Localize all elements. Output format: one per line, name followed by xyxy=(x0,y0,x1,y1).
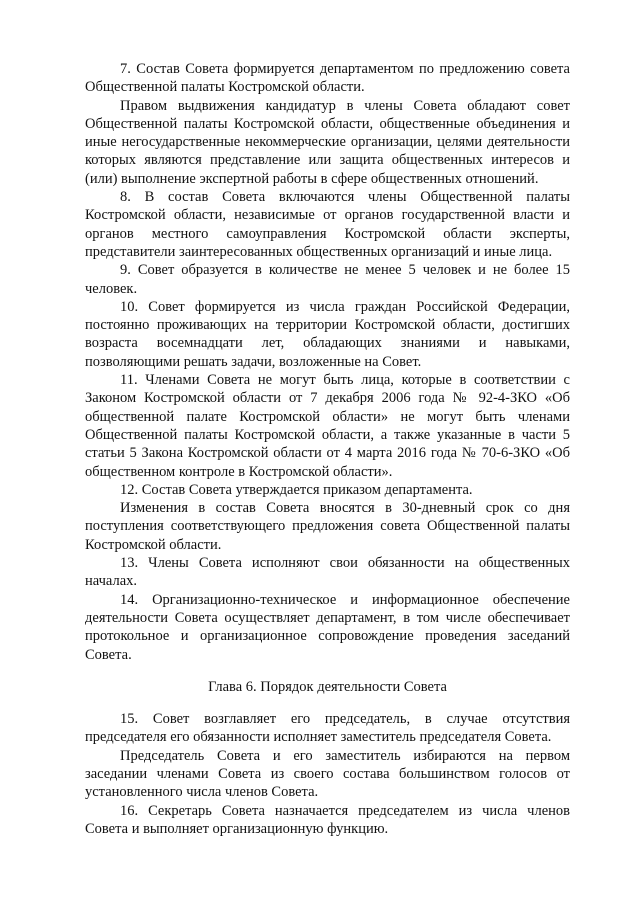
paragraph-16: 16. Секретарь Совета назначается председателем из числа членов Совета и выполняет организационную функцию. xyxy=(85,802,570,837)
paragraph-12: 12. Состав Совета утверждается приказом департамента. xyxy=(120,481,473,498)
chapter-heading: Глава 6. Порядок деятельности Совета xyxy=(208,678,447,695)
paragraph-8: 8. В состав Совета включаются члены Общественной палаты Костромской области, независимые от органов государственной власти и органов местного самоуправления Костромской области эксперты, представители заинтересованных общественных организаций и иные лица. xyxy=(85,189,570,260)
paragraph-nomination-right: Правом выдвижения кандидатур в члены Совета обладают совет Общественной палаты Костромской области, общественные объединения и иные негосударственные некоммерческие организации, целями деятельности которых являются представление или защита общественных интересов и (или) выполнение экспертной работы в сфере общественных отношений. xyxy=(85,97,570,187)
paragraph-chair-election: Председатель Совета и его заместитель избираются на первом заседании членами Совета из своего состава большинством голосов от установленного числа членов Совета. xyxy=(85,747,570,801)
paragraph-composition-changes: Изменения в состав Совета вносятся в 30-дневный срок со дня поступления соответствующего предложения совета Общественной палаты Костромской области. xyxy=(85,500,570,553)
paragraph-13: 13. Члены Совета исполняют свои обязанности на общественных началах. xyxy=(85,555,570,590)
paragraph-11: 11. Членами Совета не могут быть лица, которые в соответствии с Законом Костромской области от 7 декабря 2006 года № 92-4-ЗКО «Об общественной палате Костромской области» не могут быть членами Общественной палаты Костромской области, а также указанные в части 5 статьи 5 Закона Костромской области от 4 марта 2016 года № 70-6-ЗКО «Об общественном контроле в Костромской области». xyxy=(85,372,570,480)
paragraph-14: 14. Организационно-техническое и информационное обеспечение деятельности Совета осуществляет департамент, в том числе обеспечивает протокольное и организационное сопровождение проведения заседаний Совета. xyxy=(85,591,570,663)
paragraph-15: 15. Совет возглавляет его председатель, в случае отсутствия председателя его обязанности исполняет заместитель председателя Совета. xyxy=(85,711,570,746)
paragraph-9: 9. Совет образуется в количестве не менее 5 человек и не более 15 человек. xyxy=(85,262,570,297)
document-page xyxy=(85,60,570,838)
paragraph-7: 7. Состав Совета формируется департаментом по предложению совета Общественной палаты Костромской области. xyxy=(85,61,570,96)
paragraph-10: 10. Совет формируется из числа граждан Российской Федерации, постоянно проживающих на территории Костромской области, достигших возраста восемнадцати лет, обладающих знаниями и навыками, позволяющими решать задачи, возложенные на Совет. xyxy=(85,298,570,370)
